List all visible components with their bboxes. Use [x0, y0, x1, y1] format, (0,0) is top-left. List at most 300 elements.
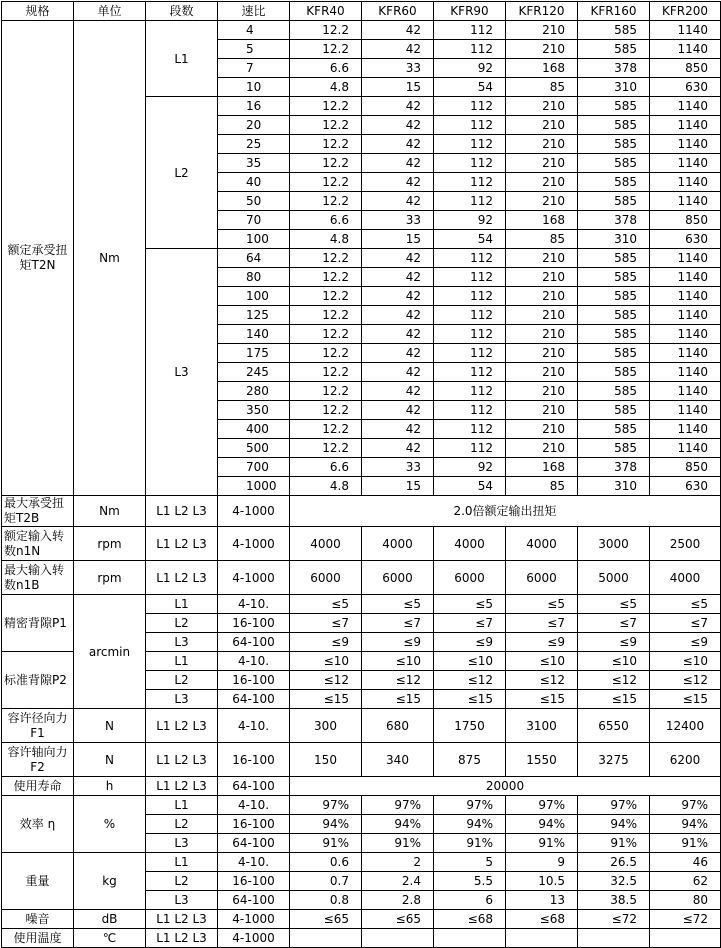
- table-row: [2, 21, 721, 40]
- ratio-cell: 100: [218, 287, 290, 306]
- spec-label: 标准背隙P2: [2, 652, 74, 709]
- value-cell: 2.0倍额定输出扭矩: [290, 496, 721, 527]
- ratio-cell: 4-10.: [218, 652, 290, 671]
- value-cell: 1140: [650, 154, 721, 173]
- value-cell: ≤9: [506, 633, 578, 652]
- value-cell: 12.2: [290, 287, 362, 306]
- value-cell: 1140: [650, 97, 721, 116]
- stage-cell: L1 L2 L3: [146, 561, 218, 595]
- value-cell: 54: [434, 230, 506, 249]
- value-cell: 585: [578, 382, 650, 401]
- value-cell: 97%: [362, 796, 434, 815]
- value-cell: 1140: [650, 287, 721, 306]
- value-cell: 12400: [650, 709, 721, 743]
- value-cell: 112: [434, 420, 506, 439]
- ratio-cell: 140: [218, 325, 290, 344]
- spec-label: 容许轴向力F2: [2, 743, 74, 777]
- value-cell: ≤10: [434, 652, 506, 671]
- value-cell: 310: [578, 78, 650, 97]
- value-cell: 12.2: [290, 382, 362, 401]
- value-cell: 1140: [650, 439, 721, 458]
- value-cell: ≤9: [362, 633, 434, 652]
- value-cell: 1140: [650, 401, 721, 420]
- value-cell: 91%: [362, 834, 434, 853]
- value-cell: 42: [362, 420, 434, 439]
- value-cell: 210: [506, 97, 578, 116]
- unit-cell: h: [74, 777, 146, 796]
- value-cell: 112: [434, 401, 506, 420]
- value-cell: 4000: [434, 527, 506, 561]
- value-cell: 6.6: [290, 59, 362, 78]
- table-row: [2, 910, 721, 929]
- value-cell: 12.2: [290, 325, 362, 344]
- value-cell: 585: [578, 325, 650, 344]
- value-cell: 1140: [650, 192, 721, 211]
- value-cell: ≤9: [578, 633, 650, 652]
- unit-cell: kg: [74, 853, 146, 910]
- value-cell: 112: [434, 306, 506, 325]
- ratio-cell: 16-100: [218, 815, 290, 834]
- value-cell: 94%: [362, 815, 434, 834]
- value-cell: 585: [578, 268, 650, 287]
- value-cell: 3100: [506, 709, 578, 743]
- unit-cell: Nm: [74, 21, 146, 496]
- value-cell: 210: [506, 363, 578, 382]
- value-cell: 33: [362, 458, 434, 477]
- ratio-cell: 64-100: [218, 633, 290, 652]
- value-cell: 4.8: [290, 78, 362, 97]
- value-cell: 168: [506, 458, 578, 477]
- value-cell: 42: [362, 154, 434, 173]
- value-cell: 6000: [434, 561, 506, 595]
- ratio-cell: 400: [218, 420, 290, 439]
- value-cell: ≤5: [650, 595, 721, 614]
- value-cell: 210: [506, 401, 578, 420]
- value-cell: 5: [434, 853, 506, 872]
- value-cell: ≤15: [362, 690, 434, 709]
- stage-cell: L1: [146, 21, 218, 97]
- table-row: [2, 595, 721, 614]
- value-cell: 378: [578, 59, 650, 78]
- value-cell: 875: [434, 743, 506, 777]
- stage-cell: L2: [146, 815, 218, 834]
- ratio-cell: 20: [218, 116, 290, 135]
- ratio-cell: 4-1000: [218, 910, 290, 929]
- stage-cell: L2: [146, 872, 218, 891]
- value-cell: ≤15: [578, 690, 650, 709]
- spec-label: 最大输入转数n1B: [2, 561, 74, 595]
- value-cell: 91%: [290, 834, 362, 853]
- value-cell: ≤10: [290, 652, 362, 671]
- value-cell: 1140: [650, 344, 721, 363]
- value-cell: ≤68: [434, 910, 506, 929]
- ratio-cell: 4-10.: [218, 709, 290, 743]
- value-cell: 680: [362, 709, 434, 743]
- unit-cell: Nm: [74, 496, 146, 527]
- value-cell: 94%: [578, 815, 650, 834]
- unit-cell: rpm: [74, 561, 146, 595]
- unit-cell: dB: [74, 910, 146, 929]
- value-cell: 4000: [650, 561, 721, 595]
- value-cell: 210: [506, 287, 578, 306]
- value-cell: 94%: [650, 815, 721, 834]
- value-cell: 85: [506, 477, 578, 496]
- value-cell: ≤5: [578, 595, 650, 614]
- unit-cell: ℃: [74, 929, 146, 948]
- value-cell: 210: [506, 439, 578, 458]
- value-cell: 15: [362, 230, 434, 249]
- value-cell: 112: [434, 439, 506, 458]
- stage-cell: L3: [146, 633, 218, 652]
- table-row: [2, 853, 721, 872]
- stage-cell: L3: [146, 834, 218, 853]
- ratio-cell: 16: [218, 97, 290, 116]
- value-cell: 9: [506, 853, 578, 872]
- value-cell: 112: [434, 249, 506, 268]
- ratio-cell: 125: [218, 306, 290, 325]
- ratio-cell: 4-1000: [218, 561, 290, 595]
- value-cell: 12.2: [290, 344, 362, 363]
- stage-cell: L1 L2 L3: [146, 527, 218, 561]
- value-cell: 42: [362, 439, 434, 458]
- table-row: [2, 796, 721, 815]
- ratio-cell: 16-100: [218, 671, 290, 690]
- value-cell: ≤68: [506, 910, 578, 929]
- value-cell: ≤7: [434, 614, 506, 633]
- value-cell: 42: [362, 21, 434, 40]
- value-cell: 210: [506, 420, 578, 439]
- value-cell: 1140: [650, 135, 721, 154]
- value-cell: 150: [290, 743, 362, 777]
- value-cell: 1140: [650, 40, 721, 59]
- ratio-cell: 16-100: [218, 743, 290, 777]
- ratio-cell: 25: [218, 135, 290, 154]
- ratio-cell: 64-100: [218, 891, 290, 910]
- value-cell: 38.5: [578, 891, 650, 910]
- table-row: [2, 709, 721, 743]
- value-cell: 1140: [650, 306, 721, 325]
- value-cell: 2: [362, 853, 434, 872]
- value-cell: 585: [578, 306, 650, 325]
- value-cell: 0.7: [290, 872, 362, 891]
- value-cell: 585: [578, 173, 650, 192]
- value-cell: 2.4: [362, 872, 434, 891]
- value-cell: 12.2: [290, 135, 362, 154]
- value-cell: 850: [650, 59, 721, 78]
- ratio-cell: 1000: [218, 477, 290, 496]
- value-cell: 112: [434, 21, 506, 40]
- value-cell: 94%: [434, 815, 506, 834]
- value-cell: 32.5: [578, 872, 650, 891]
- value-cell: 42: [362, 363, 434, 382]
- value-cell: 42: [362, 382, 434, 401]
- value-cell: 585: [578, 154, 650, 173]
- value-cell: 5.5: [434, 872, 506, 891]
- value-cell: 42: [362, 306, 434, 325]
- value-cell: ≤10: [578, 652, 650, 671]
- value-cell: ≤5: [362, 595, 434, 614]
- header-cell: 速比: [218, 2, 290, 21]
- value-cell: 92: [434, 59, 506, 78]
- spec-label: 额定承受扭矩T2N: [2, 21, 74, 496]
- stage-cell: L1 L2 L3: [146, 743, 218, 777]
- stage-cell: L2: [146, 614, 218, 633]
- value-cell: ≤15: [290, 690, 362, 709]
- spec-label: 使用温度: [2, 929, 74, 948]
- value-cell: 1140: [650, 268, 721, 287]
- table-row: [2, 561, 721, 595]
- value-cell: 0.6: [290, 853, 362, 872]
- value-cell: 4.8: [290, 230, 362, 249]
- stage-cell: L1 L2 L3: [146, 496, 218, 527]
- value-cell: 97%: [578, 796, 650, 815]
- value-cell: 6000: [506, 561, 578, 595]
- value-cell: 42: [362, 268, 434, 287]
- value-cell: 42: [362, 192, 434, 211]
- value-cell: 112: [434, 268, 506, 287]
- value-cell: 97%: [434, 796, 506, 815]
- unit-cell: arcmin: [74, 595, 146, 709]
- value-cell: 42: [362, 401, 434, 420]
- value-cell: 42: [362, 116, 434, 135]
- ratio-cell: 175: [218, 344, 290, 363]
- value-cell: 630: [650, 477, 721, 496]
- value-cell: 168: [506, 211, 578, 230]
- value-cell: 26.5: [578, 853, 650, 872]
- header-cell: KFR200: [650, 2, 721, 21]
- value-cell: 585: [578, 40, 650, 59]
- value-cell: 112: [434, 192, 506, 211]
- value-cell: 54: [434, 477, 506, 496]
- spec-label: 容许径向力F1: [2, 709, 74, 743]
- header-cell: KFR60: [362, 2, 434, 21]
- value-cell: ≤7: [290, 614, 362, 633]
- header-cell: KFR160: [578, 2, 650, 21]
- value-cell: ≤12: [650, 671, 721, 690]
- value-cell: 850: [650, 211, 721, 230]
- value-cell: ≤12: [434, 671, 506, 690]
- value-cell: 112: [434, 173, 506, 192]
- value-cell: ≤12: [362, 671, 434, 690]
- value-cell: 4.8: [290, 477, 362, 496]
- ratio-cell: 16-100: [218, 872, 290, 891]
- ratio-cell: 4-1000: [218, 527, 290, 561]
- value-cell: 210: [506, 344, 578, 363]
- value-cell: 210: [506, 192, 578, 211]
- value-cell: 42: [362, 97, 434, 116]
- unit-cell: rpm: [74, 527, 146, 561]
- value-cell: 2.8: [362, 891, 434, 910]
- value-cell: 210: [506, 249, 578, 268]
- stage-cell: L1: [146, 853, 218, 872]
- value-cell: 112: [434, 344, 506, 363]
- value-cell: 91%: [434, 834, 506, 853]
- value-cell: 42: [362, 287, 434, 306]
- value-cell: 12.2: [290, 401, 362, 420]
- spec-label: 精密背隙P1: [2, 595, 74, 652]
- value-cell: 630: [650, 78, 721, 97]
- value-cell: 13: [506, 891, 578, 910]
- stage-cell: L3: [146, 891, 218, 910]
- value-cell: 42: [362, 173, 434, 192]
- ratio-cell: 50: [218, 192, 290, 211]
- ratio-cell: 16-100: [218, 614, 290, 633]
- value-cell: 12.2: [290, 173, 362, 192]
- ratio-cell: 5: [218, 40, 290, 59]
- value-cell: 12.2: [290, 420, 362, 439]
- value-cell: 94%: [506, 815, 578, 834]
- value-cell: 1140: [650, 382, 721, 401]
- stage-cell: L1 L2 L3: [146, 910, 218, 929]
- value-cell: 42: [362, 40, 434, 59]
- value-cell: 210: [506, 382, 578, 401]
- value-cell: 585: [578, 249, 650, 268]
- value-cell: 15: [362, 477, 434, 496]
- stage-cell: L1: [146, 796, 218, 815]
- value-cell: ≤9: [650, 633, 721, 652]
- unit-cell: %: [74, 796, 146, 853]
- value-cell: 112: [434, 97, 506, 116]
- value-cell: 15: [362, 78, 434, 97]
- stage-cell: L1 L2 L3: [146, 777, 218, 796]
- value-cell: 378: [578, 211, 650, 230]
- value-cell: 42: [362, 325, 434, 344]
- ratio-cell: 700: [218, 458, 290, 477]
- value-cell: ≤15: [434, 690, 506, 709]
- value-cell: 112: [434, 325, 506, 344]
- value-cell: 12.2: [290, 154, 362, 173]
- value-cell: 6: [434, 891, 506, 910]
- stage-cell: L1: [146, 652, 218, 671]
- value-cell: 33: [362, 59, 434, 78]
- value-cell: 12.2: [290, 439, 362, 458]
- value-cell: 168: [506, 59, 578, 78]
- value-cell: 91%: [650, 834, 721, 853]
- spec-label: 额定输入转数n1N: [2, 527, 74, 561]
- value-cell: ≤5: [434, 595, 506, 614]
- value-cell: ≤15: [650, 690, 721, 709]
- value-cell: 92: [434, 211, 506, 230]
- value-cell: 210: [506, 21, 578, 40]
- spec-label: 重量: [2, 853, 74, 910]
- value-cell: 210: [506, 306, 578, 325]
- value-cell: 42: [362, 135, 434, 154]
- value-cell: 112: [434, 363, 506, 382]
- ratio-cell: 100: [218, 230, 290, 249]
- value-cell: 97%: [290, 796, 362, 815]
- value-cell: ≤7: [362, 614, 434, 633]
- ratio-cell: 80: [218, 268, 290, 287]
- value-cell: 12.2: [290, 40, 362, 59]
- value-cell: 585: [578, 420, 650, 439]
- value-cell: 310: [578, 230, 650, 249]
- value-cell: 4000: [362, 527, 434, 561]
- stage-cell: L1 L2 L3: [146, 929, 218, 948]
- value-cell: 10.5: [506, 872, 578, 891]
- value-cell: 85: [506, 78, 578, 97]
- value-cell: 80: [650, 891, 721, 910]
- ratio-cell: 64: [218, 249, 290, 268]
- ratio-cell: 4-10.: [218, 853, 290, 872]
- value-cell: 378: [578, 458, 650, 477]
- value-cell: 42: [362, 344, 434, 363]
- value-cell: ≤7: [578, 614, 650, 633]
- spec-table: [1, 1, 721, 948]
- value-cell: 12.2: [290, 268, 362, 287]
- ratio-cell: 35: [218, 154, 290, 173]
- value-cell: 585: [578, 21, 650, 40]
- ratio-cell: 4-1000: [218, 496, 290, 527]
- ratio-cell: 500: [218, 439, 290, 458]
- value-cell: 210: [506, 154, 578, 173]
- value-cell: 85: [506, 230, 578, 249]
- value-cell: 6200: [650, 743, 721, 777]
- value-cell: 94%: [290, 815, 362, 834]
- value-cell: 585: [578, 97, 650, 116]
- value-cell: 12.2: [290, 306, 362, 325]
- ratio-cell: 64-100: [218, 690, 290, 709]
- stage-cell: L1: [146, 595, 218, 614]
- header-cell: 单位: [74, 2, 146, 21]
- value-cell: 630: [650, 230, 721, 249]
- ratio-cell: 64-100: [218, 834, 290, 853]
- value-cell: 92: [434, 458, 506, 477]
- value-cell: 310: [578, 477, 650, 496]
- value-cell: 6.6: [290, 458, 362, 477]
- spec-label: 使用寿命: [2, 777, 74, 796]
- value-cell: 12.2: [290, 116, 362, 135]
- value-cell: 0.8: [290, 891, 362, 910]
- value-cell: 112: [434, 116, 506, 135]
- ratio-cell: 40: [218, 173, 290, 192]
- ratio-cell: 10: [218, 78, 290, 97]
- value-cell: 12.2: [290, 97, 362, 116]
- value-cell: 91%: [506, 834, 578, 853]
- ratio-cell: 7: [218, 59, 290, 78]
- value-cell: 112: [434, 382, 506, 401]
- value-cell: ≤10: [362, 652, 434, 671]
- value-cell: ≤9: [434, 633, 506, 652]
- value-cell: 340: [362, 743, 434, 777]
- table-row: [2, 496, 721, 527]
- ratio-cell: 64-100: [218, 777, 290, 796]
- value-cell: 210: [506, 173, 578, 192]
- value-cell: ≤12: [578, 671, 650, 690]
- value-cell: ≤9: [290, 633, 362, 652]
- spec-label: 噪音: [2, 910, 74, 929]
- value-cell: 97%: [506, 796, 578, 815]
- value-cell: 4000: [290, 527, 362, 561]
- table-row: [2, 743, 721, 777]
- ratio-cell: 280: [218, 382, 290, 401]
- value-cell: 210: [506, 135, 578, 154]
- value-cell: ≤7: [650, 614, 721, 633]
- value-cell: 1140: [650, 116, 721, 135]
- value-cell: 91%: [578, 834, 650, 853]
- value-cell: ≤5: [290, 595, 362, 614]
- stage-cell: L2: [146, 97, 218, 249]
- unit-cell: N: [74, 709, 146, 743]
- value-cell: 12.2: [290, 249, 362, 268]
- value-cell: 42: [362, 249, 434, 268]
- ratio-cell: 70: [218, 211, 290, 230]
- value-cell: 3000: [578, 527, 650, 561]
- value-cell: 210: [506, 116, 578, 135]
- value-cell: 1750: [434, 709, 506, 743]
- spec-label: 效率 η: [2, 796, 74, 853]
- ratio-cell: 4-10.: [218, 796, 290, 815]
- value-cell: ≤72: [650, 910, 721, 929]
